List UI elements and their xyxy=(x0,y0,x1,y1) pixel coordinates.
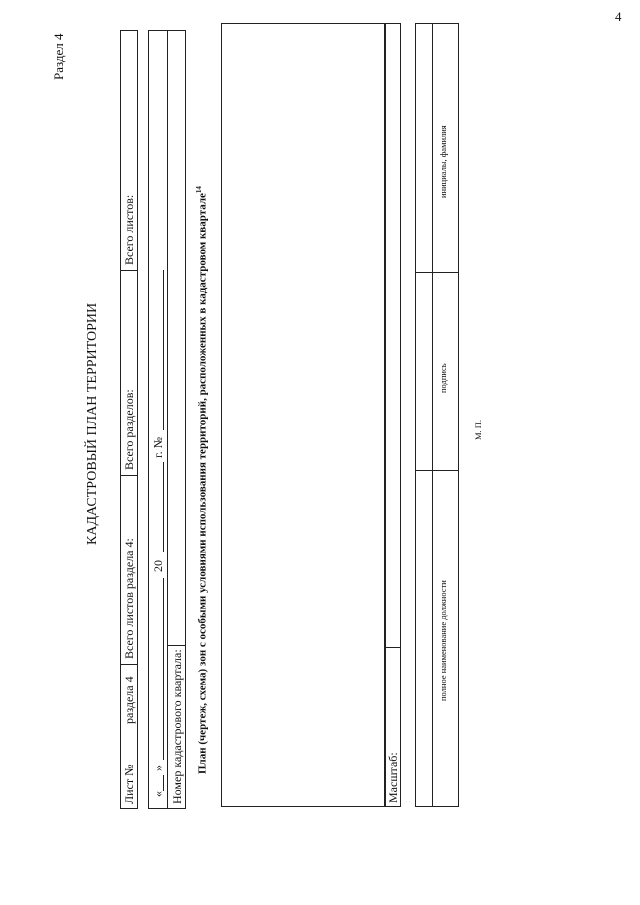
year-prefix: 20 xyxy=(151,560,165,572)
plan-heading-text: План (чертеж, схема) зон с особыми условиями использования территорий, расположенных в кадастровом квартале xyxy=(196,193,209,774)
sheet-no-label: Лист № xyxy=(122,764,136,804)
plan-drawing-area xyxy=(221,23,385,807)
date-quarter-table xyxy=(148,30,186,809)
document-title: КАДАСТРОВЫЙ ПЛАН ТЕРРИТОРИИ xyxy=(85,302,100,545)
quarter-label: Номер кадастрового квартала: xyxy=(170,649,184,804)
position-caption: полное наименование должности xyxy=(438,580,448,701)
header-divider-3 xyxy=(121,270,137,271)
plan-heading-footnote: 14 xyxy=(195,186,203,194)
signature-divider-1 xyxy=(416,470,458,471)
total-sections-label: Всего разделов: xyxy=(122,389,136,470)
header-table xyxy=(120,30,138,809)
quote-close: » xyxy=(151,765,165,771)
signature-block xyxy=(415,23,459,807)
header-divider-1 xyxy=(121,664,137,665)
scale-row xyxy=(385,23,401,807)
section-label: Раздел 4 xyxy=(51,33,66,80)
signature-row-divider xyxy=(432,24,433,806)
section4-label: раздела 4 xyxy=(122,676,136,724)
signature-divider-2 xyxy=(416,272,458,273)
plan-heading xyxy=(196,186,209,774)
initials-caption: инициалы, фамилия xyxy=(438,125,448,198)
total-sheets-section4-label: Всего листов раздела 4: xyxy=(122,538,136,659)
year-suffix: г. № xyxy=(151,436,165,458)
page-number: 4 xyxy=(615,9,622,24)
quote-open: « xyxy=(151,791,165,797)
date-row-divider xyxy=(167,31,168,808)
signature-caption: подпись xyxy=(438,363,448,393)
total-sheets-label: Всего листов: xyxy=(122,194,136,265)
scale-divider xyxy=(386,647,400,648)
stamp-label: М. П. xyxy=(473,419,483,440)
month-blank-line xyxy=(163,578,164,760)
year-blank-line xyxy=(163,462,164,552)
day-blank-line xyxy=(163,775,164,791)
number-blank-line xyxy=(163,270,164,430)
header-divider-2 xyxy=(121,475,137,476)
quarter-divider xyxy=(168,645,185,646)
scale-label: Масштаб: xyxy=(386,752,400,803)
